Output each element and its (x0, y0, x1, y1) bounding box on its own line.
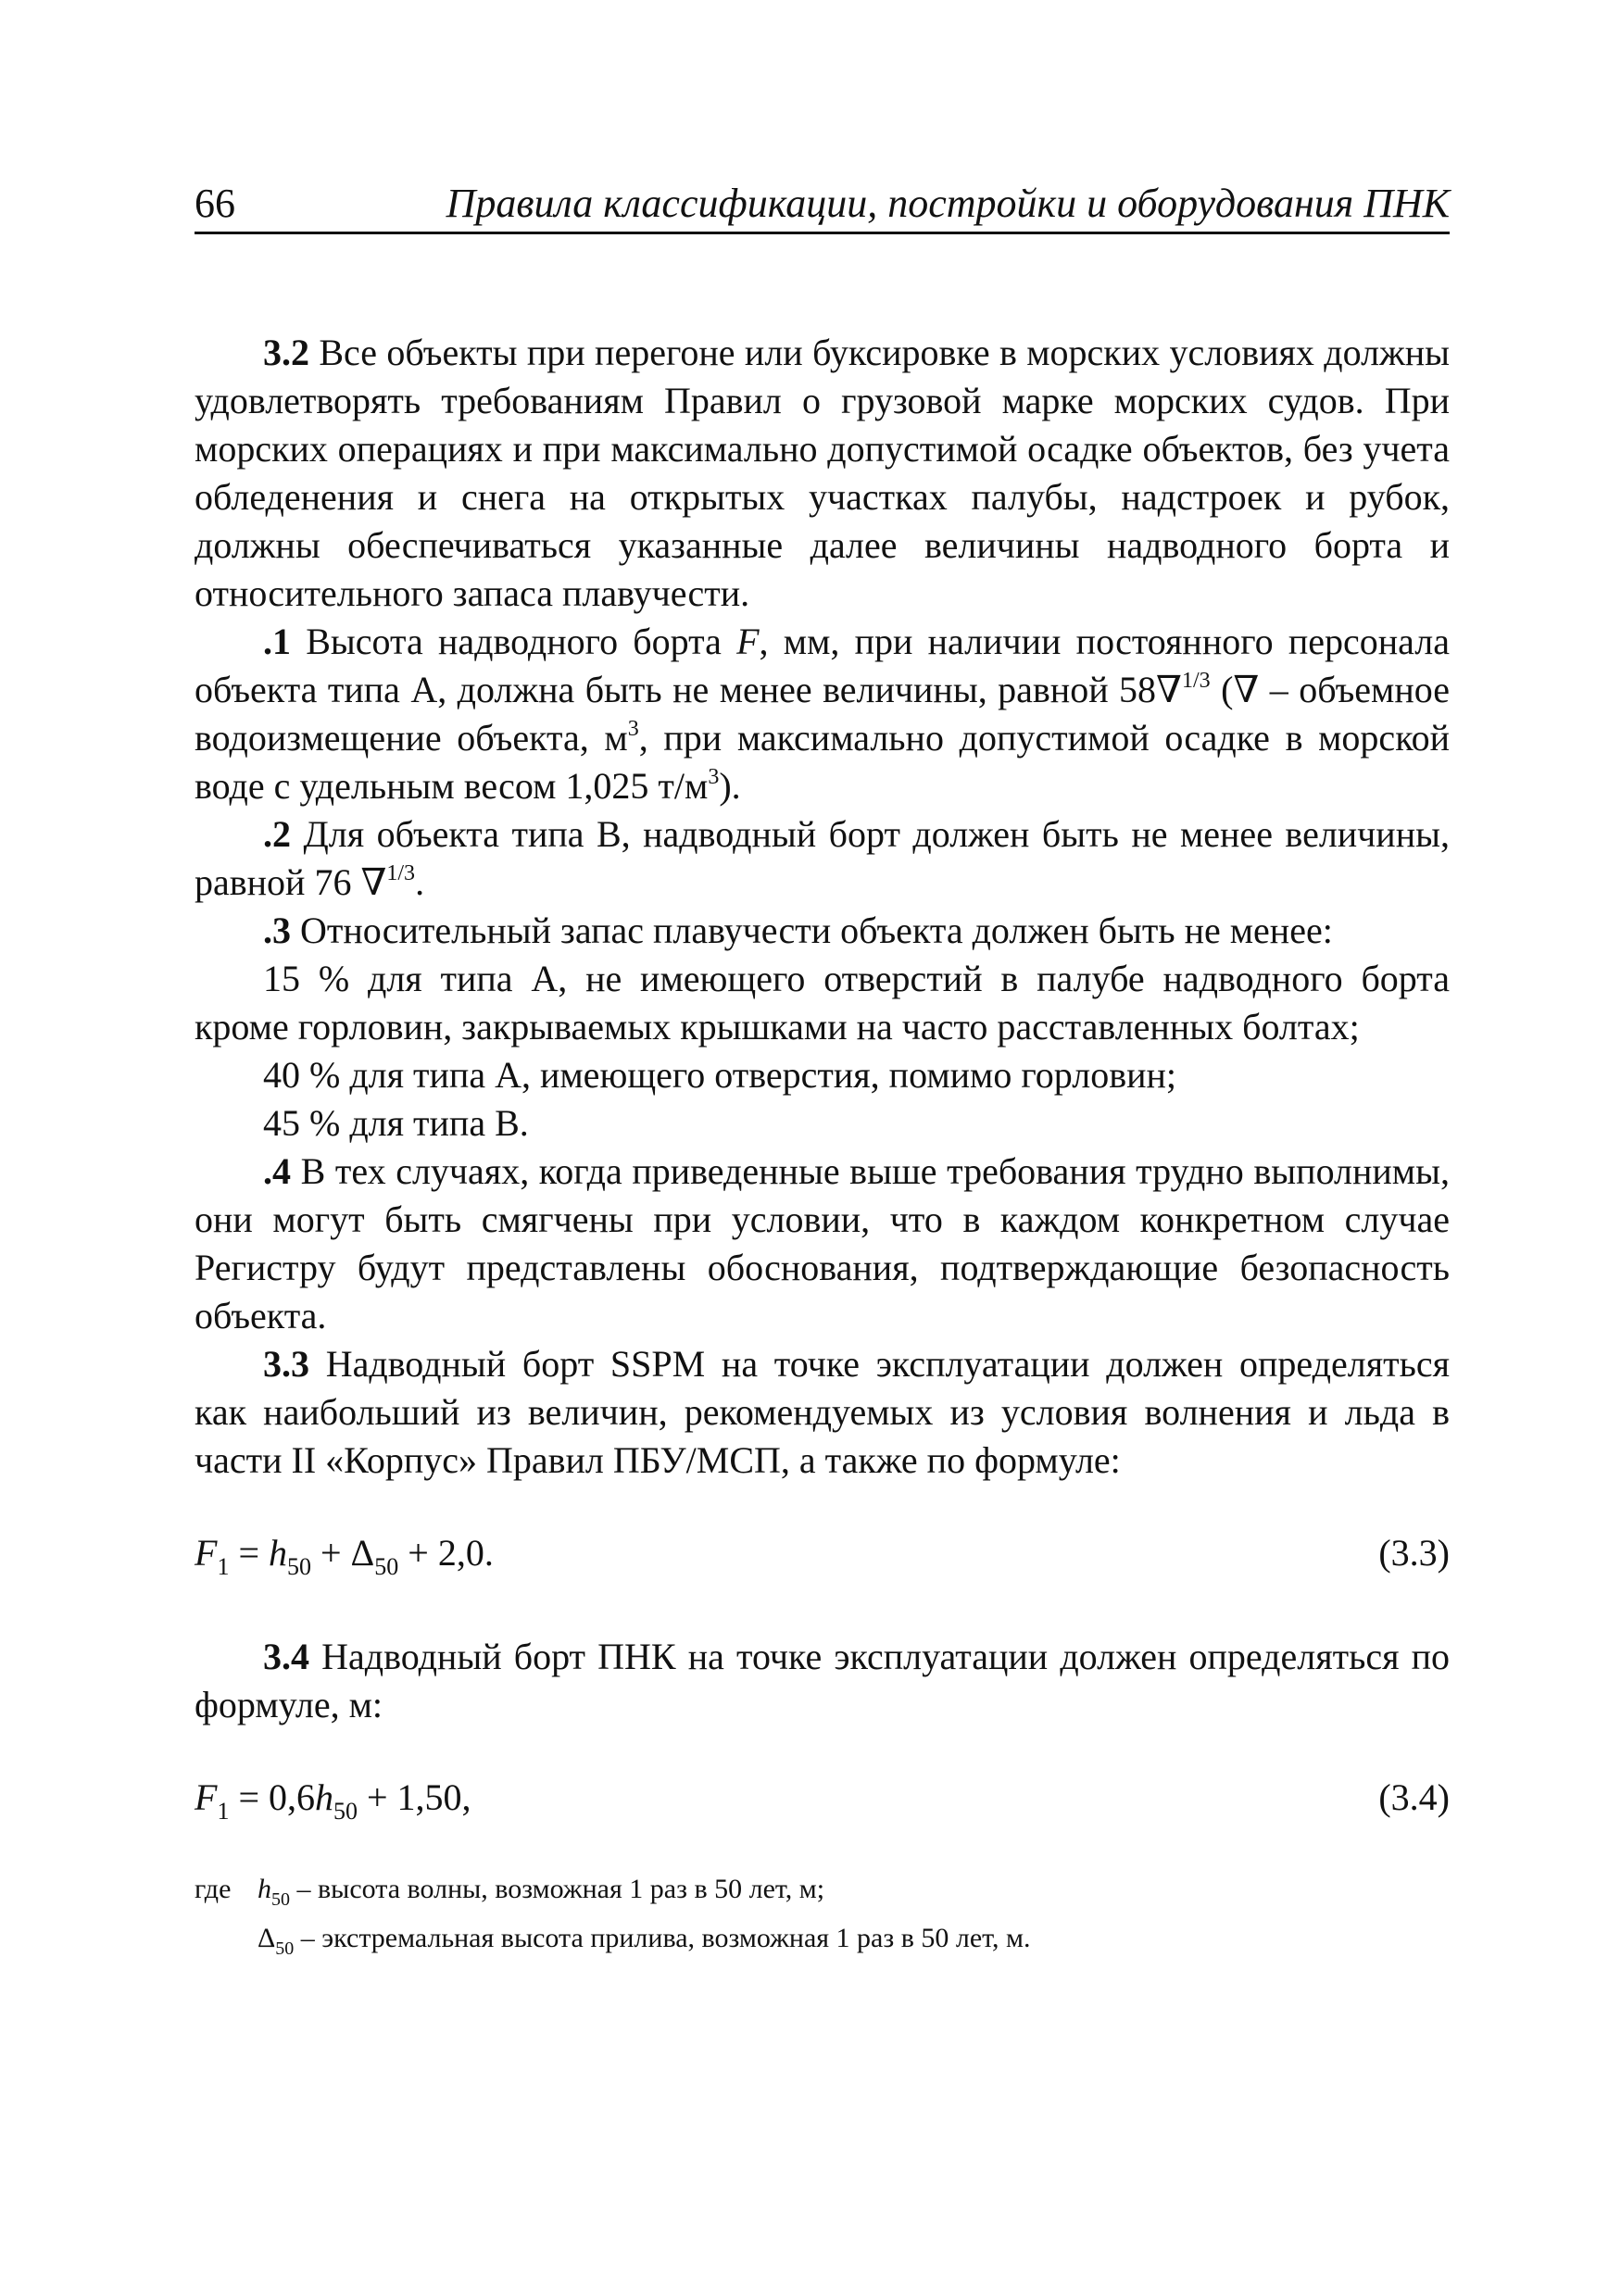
paragraph-item-3 (195, 907, 1450, 955)
paragraph-text: Для объекта типа В, надводный борт должен быть не менее величины, равной 76 ∇ (195, 813, 1450, 903)
paragraph-3-3 (195, 1340, 1450, 1485)
paragraph-text: Надводный борт SSPM на точке эксплуатации должен определяться как наибольший из величин, рекомендуемых из условия волнения и льда в части II «Корпус» Правил ПБУ/МСП, а также по формуле: (195, 1343, 1450, 1481)
paragraph-item-1 (195, 618, 1450, 810)
operator: + 1,50, (358, 1776, 471, 1818)
subscript: 50 (333, 1798, 358, 1825)
symbol-h: h (269, 1532, 287, 1574)
symbol-F: F (195, 1532, 218, 1574)
note-text: – высота волны, возможная 1 раз в 50 лет, м; (290, 1874, 825, 1904)
paragraph-text: . (415, 861, 425, 903)
exponent: 3 (708, 765, 720, 789)
running-title: Правила классификации, постройки и оборудования ПНК (446, 181, 1450, 226)
paragraph-3-4 (195, 1633, 1450, 1729)
section-number: 3.4 (263, 1636, 309, 1677)
item-number: .4 (263, 1150, 291, 1192)
list-item: 45 % для типа В. (263, 1102, 529, 1144)
page-header (195, 167, 1450, 234)
paragraph-item-2 (195, 810, 1450, 907)
list-item: 15 % для типа А, не имеющего отверстий в палубе надводного борта кроме горловин, закрываемых крышками на часто расставленных болтах; (195, 958, 1450, 1048)
equation-number: (3.4) (1378, 1776, 1450, 1818)
item-number: .3 (263, 910, 291, 951)
paragraph-text: Относительный запас плавучести объекта должен быть не менее: (291, 910, 1333, 951)
subscript: 1 (217, 1798, 230, 1825)
subscript: 50 (374, 1553, 399, 1580)
paragraph-text: (∇ – объемное водоизмещение объекта, м (195, 669, 1450, 759)
operator: = 0,6 (229, 1776, 315, 1818)
operator: = (229, 1532, 269, 1574)
section-number: 3.3 (263, 1343, 309, 1385)
exponent: 1/3 (386, 861, 416, 885)
exponent: 1/3 (1181, 669, 1211, 693)
paragraph-text: Все объекты при перегоне или буксировке в морских условиях должны удовлетворять требованиям Правил о грузовой марке морских судов. При морских операциях и при максимально допустимой осадке объектов, без учета обледенения и снега на открытых участках палубы, надстроек и рубок, должны обеспечиваться указанные далее величины надводного борта и относительного запаса плавучести. (195, 332, 1450, 614)
paragraph-text: Надводный борт ПНК на точке эксплуатации должен определяться по формуле, м: (195, 1636, 1450, 1725)
operator: + 2,0. (398, 1532, 494, 1574)
symbol-delta: Δ (258, 1923, 276, 1953)
symbol-h: h (258, 1874, 271, 1904)
paragraph-text: Высота надводного борта (291, 621, 737, 662)
note-text: – экстремальная высота прилива, возможная 1 раз в 50 лет, м. (294, 1923, 1031, 1953)
equation-number: (3.3) (1378, 1532, 1450, 1574)
paragraph-text: , мм, при наличии постоянного персонала объекта типа A, должна быть не менее величины, равной 58∇ (195, 621, 1450, 710)
subscript: 50 (271, 1889, 290, 1910)
note-delta50 (195, 1919, 1450, 1968)
where-label: где (195, 1874, 232, 1904)
paragraph-3-2 (195, 329, 1450, 618)
operator: + Δ (311, 1532, 375, 1574)
main-text (195, 329, 1450, 1968)
paragraph-text: , при максимально допустимой осадке в морской воде с удельным весом 1,025 т/м (195, 717, 1450, 807)
formula-expression (195, 1529, 494, 1591)
formula-3-4 (195, 1774, 1450, 1833)
paragraph-text: В тех случаях, когда приведенные выше требования трудно выполнимы, они могут быть смягчены при условии, что в каждом конкретном случае Регистру будут представлены обоснования, подтверждающие безопасность объекта. (195, 1150, 1450, 1336)
symbol-F: F (736, 621, 760, 662)
page-number: 66 (195, 181, 235, 226)
symbol-F: F (195, 1776, 218, 1818)
subscript: 1 (217, 1553, 230, 1580)
formula-expression (195, 1774, 471, 1836)
formula-3-3 (195, 1529, 1450, 1588)
exponent: 3 (627, 717, 639, 741)
symbol-h: h (315, 1776, 333, 1818)
formula-notes (195, 1870, 1450, 1968)
note-h50 (195, 1870, 1450, 1919)
paragraph-item-4 (195, 1148, 1450, 1340)
item-number: .2 (263, 813, 291, 855)
subscript: 50 (287, 1553, 311, 1580)
subscript: 50 (275, 1938, 295, 1959)
item-number: .1 (263, 621, 291, 662)
paragraph-text: ). (719, 765, 741, 807)
section-number: 3.2 (263, 332, 309, 373)
list-item: 40 % для типа А, имеющего отверстия, помимо горловин; (263, 1054, 1177, 1096)
